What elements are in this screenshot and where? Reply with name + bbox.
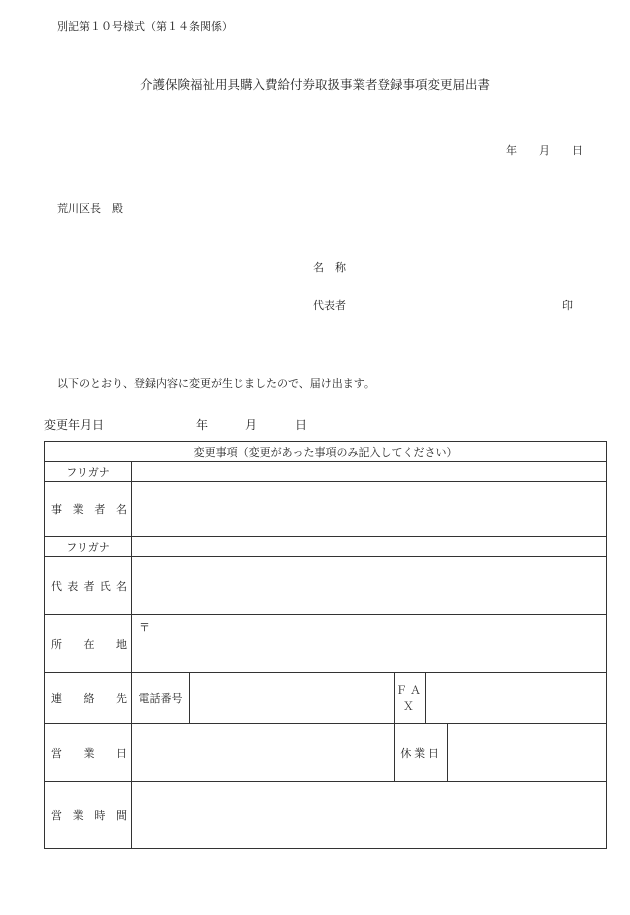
table-header: 変更事項（変更があった事項のみ記入してください） <box>45 442 607 462</box>
rep-furigana-field[interactable] <box>132 537 607 557</box>
contact-label: 連絡先 <box>45 673 132 724</box>
business-days-label: 営業日 <box>45 724 132 782</box>
phone-field[interactable] <box>190 673 395 724</box>
submission-date <box>506 142 583 158</box>
recipient: 荒川区長 殿 <box>57 202 123 215</box>
business-hours-field[interactable] <box>132 782 607 849</box>
change-date-label: 変更年月日 <box>44 418 105 432</box>
furigana-label: フリガナ <box>45 537 132 557</box>
business-hours-label: 営業時間 <box>45 782 132 849</box>
change-date-day: 日 <box>295 418 308 432</box>
business-name-label: 事業者名 <box>45 482 132 537</box>
date-day: 日 <box>572 144 583 157</box>
change-date-year: 年 <box>196 418 209 432</box>
date-month: 月 <box>539 144 550 157</box>
date-year: 年 <box>506 144 517 157</box>
rep-name-label: 代表者氏名 <box>45 557 132 615</box>
holidays-field[interactable] <box>448 724 607 782</box>
furigana-label: フリガナ <box>45 462 132 482</box>
applicant-rep-label: 代表者 <box>313 299 346 312</box>
seal-mark: 印 <box>562 299 573 312</box>
business-days-field[interactable] <box>132 724 395 782</box>
address-label: 所在地 <box>45 615 132 673</box>
form-id: 別記第１０号様式（第１４条関係） <box>57 20 233 33</box>
change-items-table <box>44 441 607 849</box>
holidays-label: 休業日 <box>395 724 448 782</box>
notice-text: 以下のとおり、登録内容に変更が生じましたので、届け出ます。 <box>57 377 375 390</box>
address-field[interactable] <box>132 615 607 673</box>
postal-mark: 〒 <box>139 621 150 634</box>
document-title: 介護保険福祉用具購入費給付券取扱事業者登録事項変更届出書 <box>139 77 490 92</box>
phone-label: 電話番号 <box>132 673 190 724</box>
rep-name-field[interactable] <box>132 557 607 615</box>
business-name-field[interactable] <box>132 482 607 537</box>
fax-label: ＦＡＸ <box>395 673 426 724</box>
applicant-name-label: 名 称 <box>313 261 346 274</box>
change-date-month: 月 <box>245 418 258 432</box>
business-furigana-field[interactable] <box>132 462 607 482</box>
fax-field[interactable] <box>426 673 607 724</box>
